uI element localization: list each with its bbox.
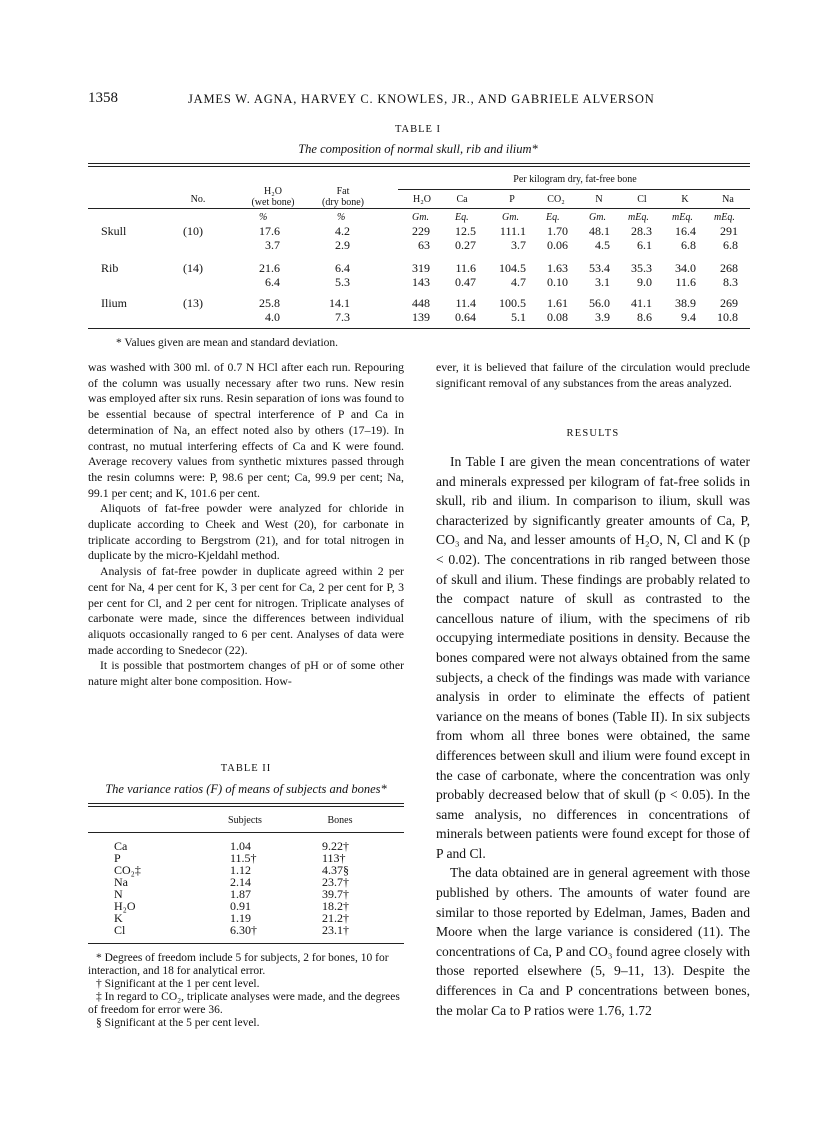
table1-unit: mEq. (628, 212, 649, 223)
table1-col-k: K (681, 194, 689, 205)
table1-cell: 6.8 (681, 238, 696, 252)
table2-top-rule (88, 803, 404, 804)
table2-cell: 1.12 (230, 863, 251, 877)
table1-cell: 291 (720, 224, 738, 238)
table2-cell: 1.04 (230, 839, 251, 853)
table2-footnotes (88, 952, 404, 1030)
table1-col-p: P (509, 194, 515, 205)
table1-col-ca: Ca (456, 194, 468, 205)
right-paragraph: The data obtained are in general agreement with those published by others. The amounts of water found are similar to those reported by Edelman, James, Baden and Moore when the large variance is considered (11). The concentrations of Ca, P and CO₃ found agree closely with those reported elsewhere (5, 9–11, 13). Despite the differences in Ca and P concentrations between bones, the molar Ca to P ratios were 1.76, 1.72 (436, 865, 750, 1018)
table1-cell: 268 (720, 261, 738, 275)
table2-cell: 4.37§ (322, 863, 349, 877)
table1-cell: 16.4 (675, 224, 696, 238)
table1-cell: 41.1 (631, 296, 652, 310)
table2-row-label: Ca (114, 839, 128, 853)
page-header (88, 90, 748, 110)
table1-cell: 0.27 (455, 238, 476, 252)
table1-bottom-rule (88, 328, 750, 329)
table1-row-label: Ilium (101, 296, 127, 310)
table1-cell: 4.7 (511, 275, 526, 289)
table1-col-na: Na (722, 194, 734, 205)
table2-cell: 9.22† (322, 839, 349, 853)
table1-cell: 2.9 (335, 238, 350, 252)
table1-row-label: Rib (101, 261, 119, 275)
table2-row-label: H₂O (114, 899, 136, 913)
table1-cell: 5.1 (511, 310, 526, 324)
table1-cell: 3.7 (265, 238, 280, 252)
table2-cell: 6.30† (230, 923, 257, 937)
table2-footnote: * Degrees of freedom include 5 for subjects, 2 for bones, 10 for interaction, and 18 for analytical error. (88, 952, 389, 977)
table2-footnote: § Significant at the 5 per cent level. (96, 1017, 260, 1029)
table2-row-label: K (114, 911, 123, 925)
table1-cell: 6.4 (265, 275, 280, 289)
table2-cell: 11.5† (230, 851, 257, 865)
table2-row-label: Na (114, 875, 128, 889)
results-heading: RESULTS (566, 428, 620, 439)
table1-row-label: Skull (101, 224, 127, 238)
table2-cell: 18.2† (322, 899, 349, 913)
table2-col-bones: Bones (327, 815, 353, 826)
table1-cell: 14.1 (329, 296, 350, 310)
table1-title: TABLE I (394, 124, 442, 135)
table1-unit: Gm. (502, 212, 519, 223)
table1-cell: 35.3 (631, 261, 652, 275)
table1-cell: 1.63 (547, 261, 568, 275)
table1-cell: 0.10 (547, 275, 568, 289)
table2-cell: 23.1† (322, 923, 349, 937)
table2-row-label: Cl (114, 923, 126, 937)
table2-header-rule (88, 832, 404, 833)
table1-cell: 38.9 (675, 296, 696, 310)
table1-cell: 53.4 (589, 261, 610, 275)
table1-row-n: (13) (183, 296, 203, 310)
table1-cell: 63 (418, 238, 430, 252)
table2-footnote: ‡ In regard to CO₂, triplicate analyses were made, and the degrees of freedom for error were 36. (88, 991, 400, 1016)
table1-col-fat: Fat (336, 186, 350, 197)
table1-cell: 48.1 (589, 224, 610, 238)
table1-unit: mEq. (714, 212, 735, 223)
table1-cell: 4.0 (265, 310, 280, 324)
table1-cell: 25.8 (259, 296, 280, 310)
table1-group-rule (398, 189, 750, 190)
table2-row-label: P (114, 851, 121, 865)
table1-cell: 0.47 (455, 275, 476, 289)
table1-cell: 8.3 (723, 275, 738, 289)
table1-cell: 3.7 (511, 238, 526, 252)
running-authors: JAMES W. AGNA, HARVEY C. KNOWLES, JR., AND GABRIELE ALVERSON (188, 92, 655, 106)
table1-unit: Eq. (546, 212, 560, 223)
table1-top-rule-2 (88, 166, 750, 167)
table1-unit: % (259, 212, 268, 223)
table2-cell: 23.7† (322, 875, 349, 889)
table1-cell: 143 (412, 275, 430, 289)
table1-unit: Gm. (412, 212, 429, 223)
table2-caption: The variance ratios (F) of means of subjects and bones* (105, 782, 387, 796)
table1-cell: 0.06 (547, 238, 568, 252)
table1-cell: 28.3 (631, 224, 652, 238)
table1-unit: mEq. (672, 212, 693, 223)
table1-cell: 3.9 (595, 310, 610, 324)
left-column (88, 360, 404, 690)
table1-cell: 5.3 (335, 275, 350, 289)
table2-bottom-rule (88, 943, 404, 944)
left-paragraph: It is possible that postmortem changes of pH or of some other nature might alter bone composition. How- (88, 658, 404, 689)
table1-unit: % (337, 212, 346, 223)
table2-cell: 113† (322, 851, 346, 865)
table1-cell: 1.70 (547, 224, 568, 238)
table1-cell: 319 (412, 261, 430, 275)
table1-col-n: N (595, 194, 603, 205)
table1-cell: 139 (412, 310, 430, 324)
table1-cell: 4.2 (335, 224, 350, 238)
table1-col-no: No. (190, 194, 206, 205)
table1-caption: The composition of normal skull, rib and ilium* (298, 142, 538, 156)
left-paragraph: Aliquots of fat-free powder were analyzed for chloride in duplicate according to Cheek and West (20), for carbonate in triplicate according to Bergstrom (21), and for total nitrogen in duplicate by the micro-Kjeldahl method. (88, 501, 404, 563)
table1-cell: 104.5 (499, 261, 526, 275)
table1-cell: 229 (412, 224, 430, 238)
table1-cell: 11.6 (675, 275, 696, 289)
table2-row-label: N (114, 887, 123, 901)
table1-row-n: (14) (183, 261, 203, 275)
table2-cell: 0.91 (230, 899, 251, 913)
table2-cell: 21.2† (322, 911, 349, 925)
right-intro-text: ever, it is believed that failure of the circulation would preclude significant removal of any substances from the areas analyzed. (436, 360, 750, 390)
left-paragraph: Analysis of fat-free powder in duplicate agreed within 2 per cent for Na, 4 per cent for K, 3 per cent for Ca, 2 per cent for P, 3 per cent for Cl, and 2 per cent for nitrogen. Triplicate analyses of carbonate were made, since the differences between individual aliquots occasionally ranged to 6 per cent. Analyses of data were made according to Snedecor (22). (88, 564, 404, 657)
table1-cell: 100.5 (499, 296, 526, 310)
right-column (436, 452, 750, 1020)
table1-cell: 7.3 (335, 310, 350, 324)
table2-cell: 1.87 (230, 887, 251, 901)
table1-col-h2o-wet: H₂O (264, 186, 282, 197)
table1-col-h2o-wet-sub: (wet bone) (251, 197, 295, 208)
table1-cell: 6.4 (335, 261, 350, 275)
table2-col-subjects: Subjects (228, 815, 262, 826)
table1-cell: 56.0 (589, 296, 610, 310)
table1-unit: Gm. (589, 212, 606, 223)
table1-cell: 0.64 (455, 310, 476, 324)
right-paragraph: In Table I are given the mean concentrations of water and minerals expressed per kilogram of fat-free solids in skull, rib and ilium. In comparison to ilium, skull was characterized by significantly greater amounts of Ca, P, CO₃ and Na, and lesser amounts of H₂O, N, Cl and K (p < 0.02). The concentrations in rib ranged between those of skull and ilium. These findings are probably related to the compact nature of skull as contrasted to the cancellous nature of ilium, with the specimens of rib occupying intermediate positions in density. Because the bones compared were not always obtained from the same subjects, a check of the findings was made with variance analysis in order to eliminate the effects of patient variance on the means of bones (Table II). In six subjects from whom all three bones were obtained, the same differences between skull and ilium were found except in the case of carbonate, where the concentration was only probably decreased below that of skull (p < 0.05). In the same analysis, no differences in concentrations of minerals between patients were found except for those of P and Cl. (436, 454, 750, 861)
table2-cell: 2.14 (230, 875, 251, 889)
table2-footnote: † Significant at the 1 per cent level. (96, 978, 260, 990)
left-paragraph: was washed with 300 ml. of 0.7 N HCl after each run. Repouring of the column was usually necessary after two runs. New resin was employed after six runs. Resin separation of ions was found to be essential because of spectral interference of P and Ca in determination of Na, an effect noted also by others (17–19). In contrast, no mutual interfering effects of Ca and K were found. Average recovery values from synthetic mixtures passed through the resin columns were: P, 98.6 per cent; Ca, 99.9 per cent; Na, 99.1 per cent; and K, 101.6 per cent. (88, 360, 404, 500)
table1-cell: 9.0 (637, 275, 652, 289)
table1-cell: 3.1 (595, 275, 610, 289)
table1-cell: 0.08 (547, 310, 568, 324)
table1-unit: Eq. (455, 212, 469, 223)
table1-cell: 11.6 (455, 261, 476, 275)
table1-cell: 111.1 (499, 224, 526, 238)
table2-title: TABLE II (220, 763, 272, 774)
table1-cell: 10.8 (717, 310, 738, 324)
table1-cell: 1.61 (547, 296, 568, 310)
table1-col-h2o: H₂O (413, 194, 431, 205)
table1-col-co2: CO₂ (547, 194, 565, 205)
table1-cell: 34.0 (675, 261, 696, 275)
table1-cell: 9.4 (681, 310, 696, 324)
table1-cell: 6.1 (637, 238, 652, 252)
table1-cell: 11.4 (455, 296, 476, 310)
table1-cell: 448 (412, 296, 430, 310)
table1-cell: 12.5 (455, 224, 476, 238)
table2-top-rule-2 (88, 806, 404, 807)
table1-cell: 8.6 (637, 310, 652, 324)
table1-col-cl: Cl (637, 194, 647, 205)
table1-cell: 6.8 (723, 238, 738, 252)
page-number: 1358 (88, 90, 118, 106)
table1-cell: 17.6 (259, 224, 280, 238)
table1-group-header: Per kilogram dry, fat-free bone (513, 174, 637, 185)
table1-footnote: * Values given are mean and standard deviation. (116, 337, 339, 349)
table2-cell: 1.19 (230, 911, 251, 925)
table1-top-rule (88, 163, 750, 164)
right-intro (436, 360, 750, 391)
table2-cell: 39.7† (322, 887, 349, 901)
table1-cell: 21.6 (259, 261, 280, 275)
table1-cell: 269 (720, 296, 738, 310)
table2-row-label: CO₂‡ (114, 863, 141, 877)
table1-cell: 4.5 (595, 238, 610, 252)
table1-col-fat-sub: (dry bone) (322, 197, 364, 208)
table1-header-rule (88, 208, 750, 209)
table1-row-n: (10) (183, 224, 203, 238)
